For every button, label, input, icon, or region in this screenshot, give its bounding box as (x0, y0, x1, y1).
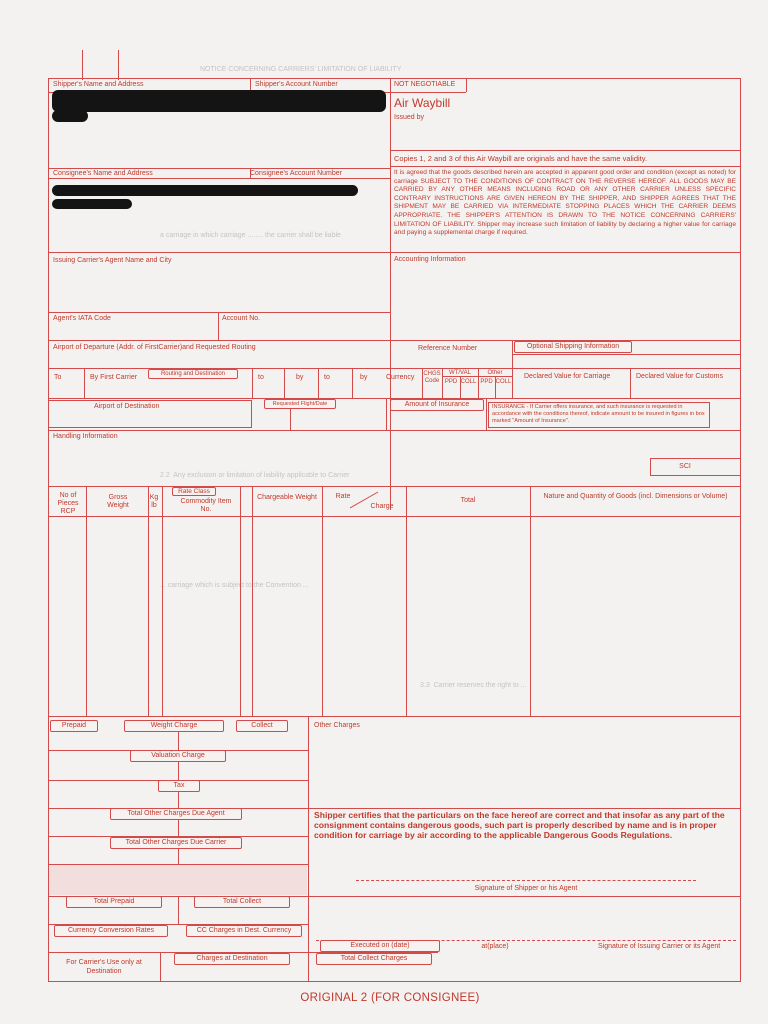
divider (386, 398, 387, 430)
wtval-label: WT/VAL (449, 370, 471, 376)
air-waybill-title: Air Waybill (394, 96, 451, 110)
divider (308, 716, 309, 982)
divider (48, 716, 741, 717)
total-prepaid-tab: Total Prepaid (66, 896, 162, 908)
rate-header: Rate (335, 493, 351, 500)
kg-lb-header: Kg lb (149, 494, 159, 509)
divider (48, 340, 741, 341)
departure-label: Airport of Departure (Addr. of FirstCarrier)and Requested Routing (53, 344, 256, 351)
coll-label: COLL (460, 379, 477, 385)
carrier-use-label: For Carrier's Use only at Destination (66, 959, 142, 975)
divider (390, 150, 741, 151)
redaction-bar (52, 199, 132, 209)
not-negotiable-label: NOT NEGOTIABLE (394, 81, 456, 88)
charges-destination-tab: Charges at Destination (174, 953, 290, 965)
total-collect-tab: Total Collect (194, 896, 290, 908)
divider (252, 486, 253, 716)
amount-insurance-tab: Amount of Insurance (390, 399, 484, 411)
shaded-area (49, 865, 307, 895)
currency-label: Currency (386, 374, 415, 381)
to-label: To (54, 374, 62, 381)
valuation-charge-tab: Valuation Charge (130, 750, 226, 762)
reverse-bleed: 2.2 Any exclusion or limitation of liability applicable to Carrier (160, 472, 350, 479)
weight-charge-tab: Weight Charge (124, 720, 224, 732)
corner-mark (118, 50, 119, 80)
executed-on-tab: Executed on (date) (320, 940, 440, 952)
divider (86, 486, 87, 716)
ppd-label: PPD (444, 379, 458, 385)
signature-shipper-label: Signature of Shipper or his Agent (474, 885, 578, 892)
total-other-carrier-tab: Total Other Charges Due Carrier (110, 837, 242, 849)
divider (442, 376, 512, 377)
divider (390, 92, 466, 93)
divider (178, 849, 179, 865)
prepaid-tab: Prepaid (50, 720, 98, 732)
divider (148, 486, 149, 716)
divider (390, 166, 741, 167)
divider (48, 178, 390, 179)
corner-mark (82, 50, 83, 80)
issued-by-label: Issued by (394, 114, 424, 121)
coll-label-2: COLL (495, 379, 512, 385)
copies-note: Copies 1, 2 and 3 of this Air Waybill are originals and have the same validity. (394, 154, 648, 163)
signature-line (356, 880, 696, 881)
gross-weight-header: Gross Weight (107, 494, 129, 509)
shipper-account-label: Shipper's Account Number (255, 81, 338, 88)
by-label-2: by (296, 374, 304, 381)
divider (252, 368, 253, 398)
nature-quantity-header: Nature and Quantity of Goods (incl. Dimensions or Volume) (543, 493, 728, 500)
airport-destination-label: Airport of Destination (94, 403, 160, 410)
total-collect-charges-tab: Total Collect Charges (316, 953, 432, 965)
consignee-account-label: Consignee's Account Number (250, 170, 342, 177)
divider (178, 732, 179, 752)
declared-carriage-label: Declared Value for Carriage (524, 373, 611, 380)
divider (178, 762, 179, 780)
ppd-label-2: PPD (480, 379, 493, 385)
divider (160, 952, 161, 982)
chgs-code-label: CHGS Code (423, 371, 441, 384)
collect-tab: Collect (236, 720, 288, 732)
total-header: Total (460, 497, 476, 504)
accounting-info-label: Accounting Information (394, 256, 466, 263)
requested-flight-tab: Requested Flight/Date (264, 399, 336, 409)
sci-label: SCI (679, 463, 691, 470)
divider (290, 409, 291, 430)
pieces-header: No of Pieces RCP (57, 492, 79, 515)
other-label: Other (487, 370, 503, 376)
account-no-label: Account No. (222, 315, 261, 322)
divider (178, 820, 179, 836)
cc-charges-tab: CC Charges in Dest. Currency (186, 925, 302, 937)
other-charges-label: Other Charges (314, 722, 360, 729)
divider (486, 398, 487, 430)
insurance-note: INSURANCE - If Carrier offers insurance, and such insurance is requested in accordance with the conditions thereof, indicate amount to be insured in figures in box marked "Amount of Insurance". (492, 404, 705, 424)
iata-code-label: Agent's IATA Code (53, 315, 111, 322)
redaction-bar (52, 110, 88, 122)
chargeable-weight-header: Chargeable Weight (257, 494, 317, 501)
rate-class-tab: Rate Class (172, 487, 216, 496)
tax-tab: Tax (158, 780, 200, 792)
reverse-bleed: a carriage in which carriage ........ the carrier shall be liable (160, 232, 341, 239)
divider (284, 368, 285, 398)
reference-number-label: Reference Number (418, 345, 478, 352)
divider (512, 368, 513, 398)
routing-destination-tab: Routing and Destination (148, 369, 238, 379)
divider (466, 78, 467, 92)
conditions-of-contract-text: It is agreed that the goods described herein are accepted in apparent good order and condition (except as noted) for carriage SUBJECT TO THE CONDITIONS OF CONTRACT ON THE REVERSE HEREOF. ALL GOODS MAY BE CARRIED BY ANY OTHER MEANS INCLUDING ROAD OR ANY OTHER CARRIER UNLESS SPECIFIC CONTRARY INSTRUCTIONS ARE GIVEN HEREON BY THE SHIPPER, AND SHIPPER AGREES THAT THE SHIPMENT MAY BE CARRIED VIA INTERMEDIATE STOPPING PLACES WHICH THE CARRIER DEEMS APPROPRIATE. THE SHIPPER'S ATTENTION IS DRAWN TO THE NOTICE CONCERNING CARRIERS' LIMITATION OF LIABILITY. Shipper may increase such limitation of liability by declaring a higher value for carriage and paying a supplemental charge if required. (394, 169, 736, 237)
divider (84, 368, 85, 398)
divider (162, 486, 163, 716)
by-label-3: by (360, 374, 368, 381)
divider (48, 486, 741, 487)
divider (352, 368, 353, 398)
to-label-3: to (324, 374, 330, 381)
divider (48, 168, 390, 169)
redaction-bar (52, 185, 358, 196)
divider (406, 486, 407, 716)
currency-rates-tab: Currency Conversion Rates (54, 925, 168, 937)
at-place-label: at(place) (481, 943, 509, 950)
divider (178, 792, 179, 808)
by-first-carrier-label: By First Carrier (90, 374, 138, 381)
handling-info-label: Handling Information (53, 433, 118, 440)
divider (630, 368, 631, 398)
divider (48, 252, 741, 253)
divider (308, 952, 309, 982)
declared-customs-label: Declared Value for Customs (636, 373, 724, 380)
shipper-name-label: Shipper's Name and Address (53, 81, 144, 88)
charge-header: Charge (370, 503, 394, 510)
consignee-name-label: Consignee's Name and Address (53, 170, 153, 177)
to-label-2: to (258, 374, 264, 381)
total-other-agent-tab: Total Other Charges Due Agent (110, 808, 242, 820)
redaction-bar (52, 90, 386, 112)
divider (390, 78, 391, 510)
divider (48, 516, 741, 517)
divider (240, 486, 241, 716)
issuing-agent-label: Issuing Carrier's Agent Name and City (53, 257, 172, 264)
divider (318, 368, 319, 398)
optional-shipping-tab: Optional Shipping Information (514, 341, 632, 353)
reverse-bleed: 3.3 Carrier reserves the right to ... (420, 682, 527, 689)
divider (512, 354, 741, 355)
original-copy-label: ORIGINAL 2 (FOR CONSIGNEE) (300, 992, 480, 1004)
divider (322, 486, 323, 716)
shipper-certification: Shipper certifies that the particulars on the face hereof are correct and that insofar as any part of the consignment contains dangerous goods, such part is properly described by name and is in proper condition for carriage by air according to the applicable Dangerous Goods Regulations. (314, 810, 725, 840)
commodity-header: Commodity Item No. (180, 498, 232, 513)
divider (48, 430, 741, 431)
reverse-bleed: ... carriage which is subject to the Convention ... (160, 582, 309, 589)
reverse-bleed: NOTICE CONCERNING CARRIERS' LIMITATION OF LIABILITY (200, 66, 402, 73)
divider (48, 312, 390, 313)
divider (218, 312, 219, 340)
signature-carrier-label: Signature of Issuing Carrier or its Agent (598, 943, 721, 950)
divider (530, 486, 531, 716)
divider (178, 896, 179, 924)
